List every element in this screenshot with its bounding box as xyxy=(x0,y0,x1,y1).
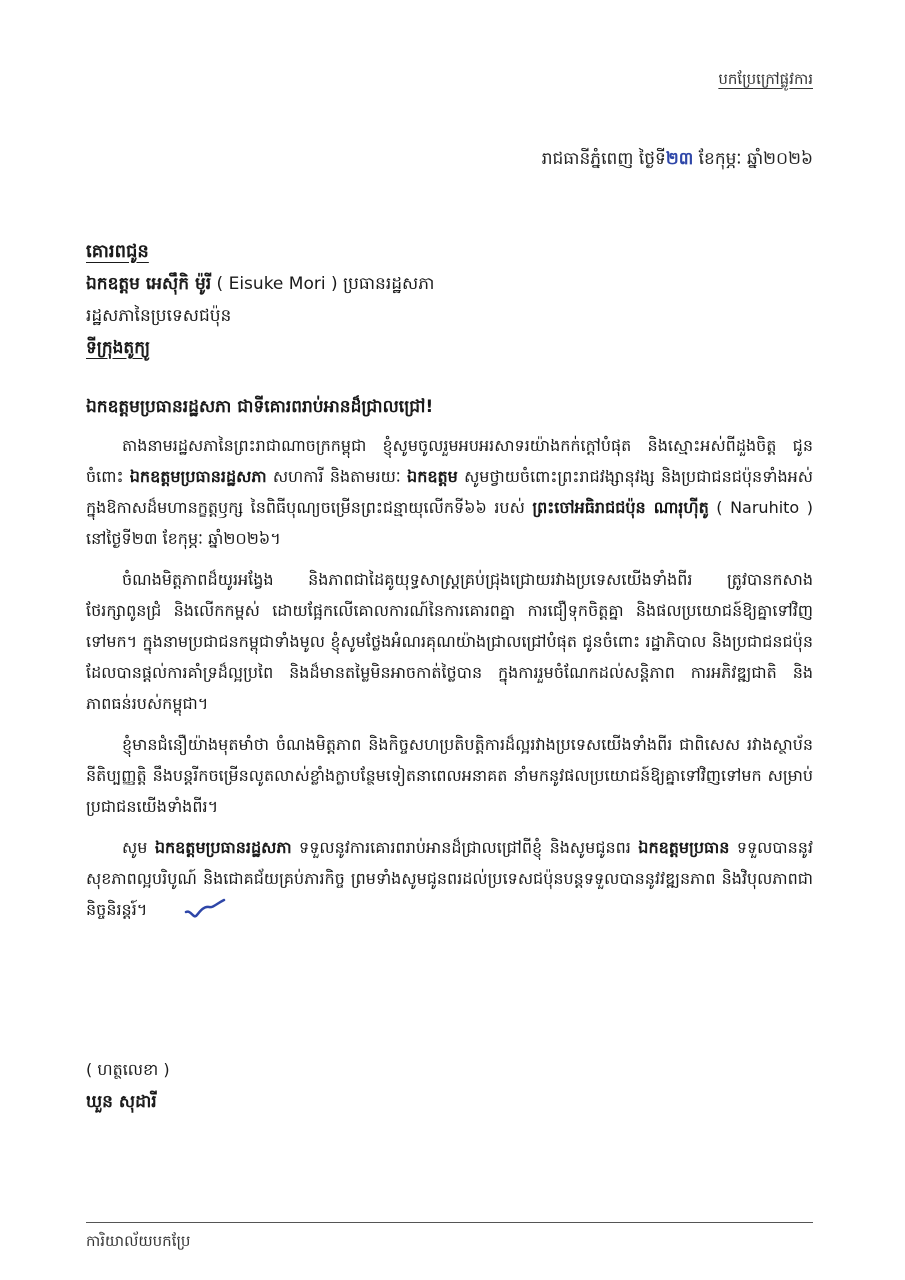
addressee-block xyxy=(86,236,434,364)
p4-bold-b: ឯកឧត្តមប្រធានរដ្ឋសភា xyxy=(154,838,292,857)
addressee-title: ( Eisuke Mori ) ប្រធានរដ្ឋសភា xyxy=(211,274,435,294)
paragraph-4 xyxy=(86,832,813,925)
unofficial-translation-note: បកប្រែក្រៅផ្លូវការ xyxy=(718,70,813,88)
dateline-day: ២៣ xyxy=(665,149,694,169)
footer-divider xyxy=(86,1222,813,1223)
addressee-name: ឯកឧត្តម អេស៊ឹកិ ម៉ូរី xyxy=(86,274,212,294)
footer-label: ការិយាល័យបកប្រែ xyxy=(86,1232,191,1250)
signature-note: ( ហត្ថលេខា ) xyxy=(86,1060,170,1079)
letter-body xyxy=(86,430,813,935)
dateline-prefix: រាជធានីភ្នំពេញ ថ្ងៃទី xyxy=(541,149,666,169)
addressee-line-2: រដ្ឋសភានៃប្រទេសជប៉ុន xyxy=(86,306,232,326)
signatory-name: ឃួន សុដារី xyxy=(86,1092,157,1112)
p1-bold-f: ព្រះចៅអធិរាជជប៉ុន ណារុហ៊ីតូ xyxy=(532,498,709,517)
addressee-heading: គោរពជូន xyxy=(86,241,149,262)
addressee-city: ទីក្រុងតូក្យូ xyxy=(86,338,151,358)
p1-text-c: សហការី និងតាមរយៈ xyxy=(266,467,408,486)
salutation: ឯកឧត្តមប្រធានរដ្ឋសភា ជាទីគោរពរាប់អានដ៏ជ្រាលជ្រៅ! xyxy=(86,397,434,417)
paragraph-3: ខ្ញុំមានជំនឿយ៉ាងមុតមាំថា ចំណងមិត្តភាព និងកិច្ចសហប្រតិបត្តិការដ៏ល្អរវាងប្រទេសយើងទាំងពីរ ជាពិសេស រវាងស្ថាប័ននីតិប្បញ្ញត្តិ នឹងបន្តរីកចម្រើនលូតលាស់ខ្លាំងក្លាបន្ថែមទៀតនាពេលអនាគត នាំមកនូវផលប្រយោជន៍ឱ្យគ្នាទៅវិញទៅមក សម្រាប់ប្រជាជនយើងទាំងពីរ។ xyxy=(86,735,813,816)
p4-bold-d: ឯកឧត្តមប្រធាន xyxy=(638,838,730,857)
addressee-line-1 xyxy=(86,268,434,300)
paragraph-1 xyxy=(86,430,813,554)
check-mark-icon xyxy=(147,898,191,924)
dateline-suffix: ខែកុម្ភៈ ឆ្នាំ២០២៦ xyxy=(693,149,813,169)
dateline xyxy=(542,148,813,173)
signature-block xyxy=(86,1054,170,1118)
p1-text-a: តាងនាមរដ្ឋសភានៃព្រះរាជាណាចក្រកម្ពុជា ខ្ញុំសូមចូលរួមអបអរសាទរយ៉ាងកក់ក្ដៅបំផុត និងស្មោះអស់ពីដួងចិត្ត ជូនចំពោះ xyxy=(86,436,813,486)
p1-text-g: ( Naruhito ) នៅថ្ងៃទី២៣ ខែកុម្ភៈ ឆ្នាំ២០២៦។ xyxy=(86,498,813,548)
p1-text-e: សូមថ្វាយចំពោះព្រះរាជវង្សានុវង្ស និងប្រជាជនជប៉ុនទាំងអស់ ក្នុងឱកាសដ៏មហានក្ខត្តឫក្ស នៃពិធីបុណ្យចម្រើនព្រះជន្មាយុលើកទី៦៦ របស់ xyxy=(86,467,813,517)
p4-text-e: ទទួលបាននូវសុខភាពល្អបរិបូណ៍ និងជោគជ័យគ្រប់ភារកិច្ច ព្រមទាំងសូមជូនពរដល់ប្រទេសជប៉ុនបន្តទទួលបាននូវវឌ្ឍនភាព និងវិបុលភាពជានិច្ចនិរន្តរ៍។ xyxy=(86,838,813,919)
p4-text-c: ទទួលនូវការគោរពរាប់អានដ៏ជ្រាលជ្រៅពីខ្ញុំ និងសូមជូនពរ xyxy=(291,838,639,857)
p4-text-a: សូម xyxy=(122,838,155,857)
p1-bold-b: ឯកឧត្តមប្រធានរដ្ឋសភា xyxy=(129,467,267,486)
p1-bold-d: ឯកឧត្តម xyxy=(407,467,458,486)
paragraph-2: ចំណងមិត្តភាពដ៏យូរអង្វែង និងភាពជាដៃគូយុទ្ធសាស្ត្រគ្រប់ជ្រុងជ្រោយរវាងប្រទេសយើងទាំងពីរ ត្រូវបានកសាង ថែរក្សាពូនជ្រំ និងលើកកម្ពស់ ដោយផ្អែកលើគោលការណ៍នៃការគោរពគ្នា ការជឿទុកចិត្តគ្នា និងផលប្រយោជន៍ឱ្យគ្នាទៅវិញទៅមក។ ក្នុងនាមប្រជាជនកម្ពុជាទាំងមូល ខ្ញុំសូមថ្លែងអំណរគុណយ៉ាងជ្រាលជ្រៅបំផុត ជូនចំពោះ រដ្ឋាភិបាល និងប្រជាជនជប៉ុន ដែលបានផ្ដល់ការគាំទ្រដ៏ល្អប្រពៃ និងដ៏មានតម្លៃមិនអាចកាត់ថ្លៃបាន ក្នុងការរួមចំណែកដល់សន្តិភាព ការអភិវឌ្ឍជាតិ និងភាពធន់របស់កម្ពុជា។ xyxy=(86,570,813,713)
